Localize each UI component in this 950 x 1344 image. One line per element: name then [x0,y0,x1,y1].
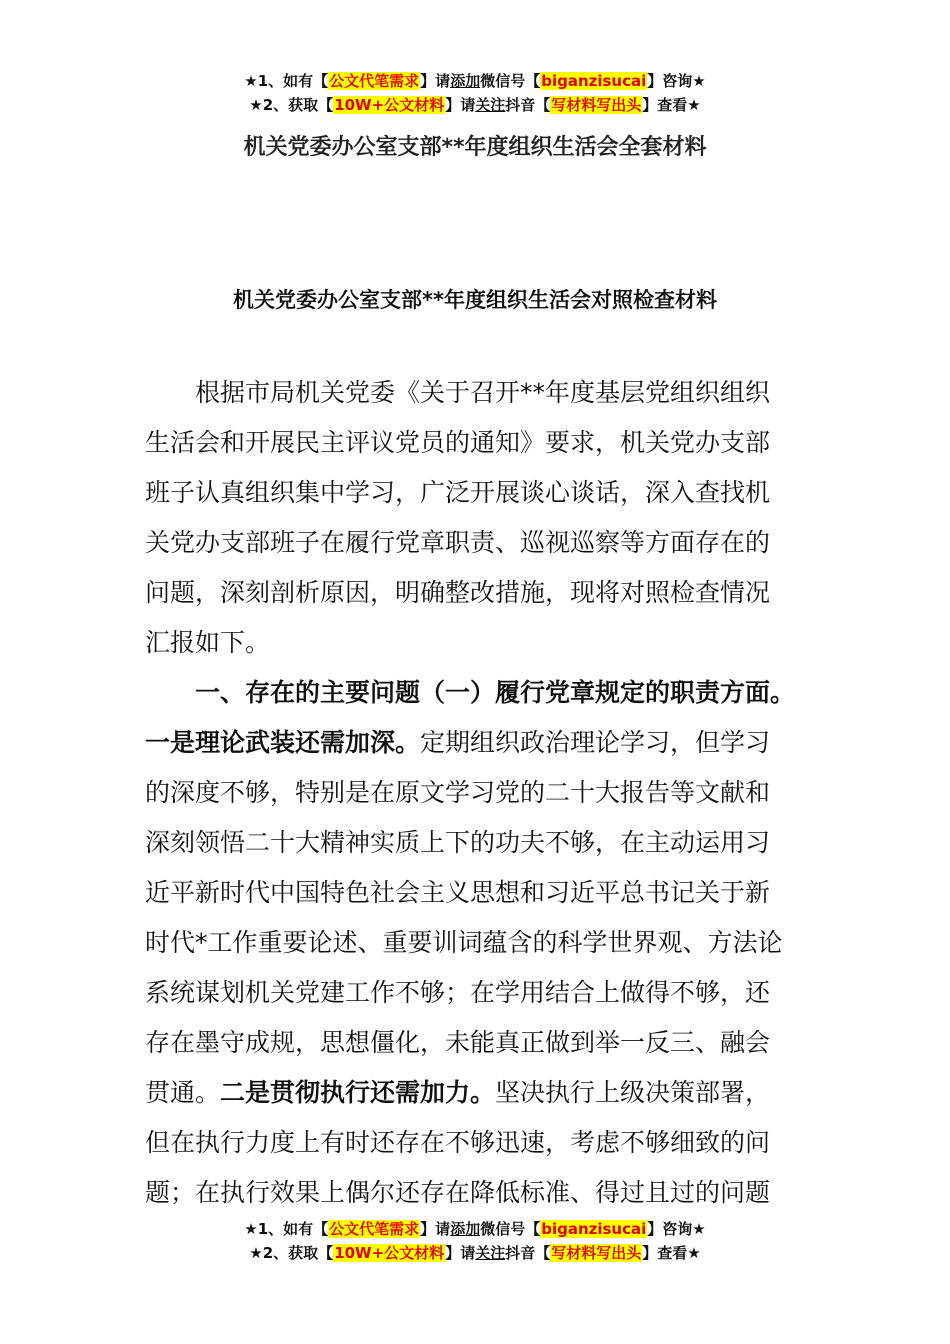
text-line: 班子认真组织集中学习，广泛开展谈心谈话，深入查找机 [145,478,771,507]
ad-text: 】咨询★ [647,1220,706,1238]
text-line: 近平新时代中国特色社会主义思想和习近平总书记关于新 [145,878,771,907]
ad-text: ★1、如有【 [244,72,329,90]
ad-highlight: 公文代笔需求 [329,1220,420,1238]
text-line: 时代*工作重要论述、重要训词蕴含的科学世界观、方法论 [145,928,783,957]
ad-text: 】查看★ [642,96,701,114]
footer-ad-line-1 [0,1218,950,1240]
point-1-title: 一是理论武装还需加深。 [145,728,421,757]
ad-text: 微信号【 [480,1220,541,1238]
ad-text: 】查看★ [642,1244,701,1262]
ad-emphasis: 关注 [475,1244,506,1262]
ad-wechat-id: biganzisucai [541,72,647,90]
paragraph-problems [145,668,825,1218]
text-line: 但在执行力度上有时还存在不够迅速，考虑不够细致的问 [145,1128,771,1157]
ad-wechat-id: biganzisucai [541,1220,647,1238]
header-ad-line-2 [0,94,950,116]
ad-text: 抖音【 [505,1244,551,1262]
ad-highlight: 10W+公文材料 [334,96,445,114]
ad-text: 】咨询★ [647,72,706,90]
text-line: 的深度不够，特别是在原文学习党的二十大报告等文献和 [145,778,771,807]
text-line: 深刻领悟二十大精神实质上下的功夫不够，在主动运用习 [145,828,771,857]
ad-emphasis: 关注 [475,96,506,114]
ad-douyin-id: 写材料写出头 [551,1244,642,1262]
problems-heading: 一、存在的主要问题（一）履行党章规定的职责方面。 [195,678,796,707]
ad-text: ★2、获取【 [249,1244,334,1262]
point-2-title: 二是贯彻执行还需加力。 [220,1078,496,1107]
text-line: 根据市局机关党委《关于召开**年度基层党组织组织 [195,378,771,407]
ad-text: ★1、如有【 [244,1220,329,1238]
ad-text: 】请 [445,96,476,114]
ad-text: 】请 [445,1244,476,1262]
ad-highlight: 10W+公文材料 [334,1244,445,1262]
ad-emphasis: 添加 [450,1220,481,1238]
ad-douyin-id: 写材料写出头 [551,96,642,114]
text-line: 问题，深刻剖析原因，明确整改措施，现将对照检查情况 [145,578,771,607]
ad-text: 微信号【 [480,72,541,90]
text-line: 汇报如下。 [145,628,271,657]
ad-text: ★2、获取【 [249,96,334,114]
ad-text: 】请 [420,1220,451,1238]
ad-emphasis: 添加 [450,72,481,90]
text-line [145,718,825,768]
ad-text: 抖音【 [505,96,551,114]
text-line: 生活会和开展民主评议党员的通知》要求，机关党办支部 [145,428,771,457]
text-line: 题；在执行效果上偶尔还存在降低标准、得过且过的问题 [145,1178,771,1207]
text-line [145,1068,825,1118]
ad-text: 】请 [420,72,451,90]
text-line: 存在墨守成规，思想僵化，未能真正做到举一反三、融会 [145,1028,771,1057]
section-title: 机关党委办公室支部**年度组织生活会对照检查材料 [233,288,717,312]
paragraph-intro [145,368,825,668]
document-title: 机关党委办公室支部**年度组织生活会全套材料 [243,135,707,160]
header-ad-line-1 [0,70,950,92]
text-line: 系统谋划机关党建工作不够；在学用结合上做得不够，还 [145,978,771,1007]
footer-ad-line-2 [0,1242,950,1264]
point-2-text: 坚决执行上级决策部署， [495,1078,771,1107]
ad-highlight: 公文代笔需求 [329,72,420,90]
point-2-prefix: 贯通。 [145,1078,221,1107]
point-1-text: 定期组织政治理论学习，但学习 [420,728,771,757]
text-line: 关党办支部班子在履行党章职责、巡视巡察等方面存在的 [145,528,771,557]
